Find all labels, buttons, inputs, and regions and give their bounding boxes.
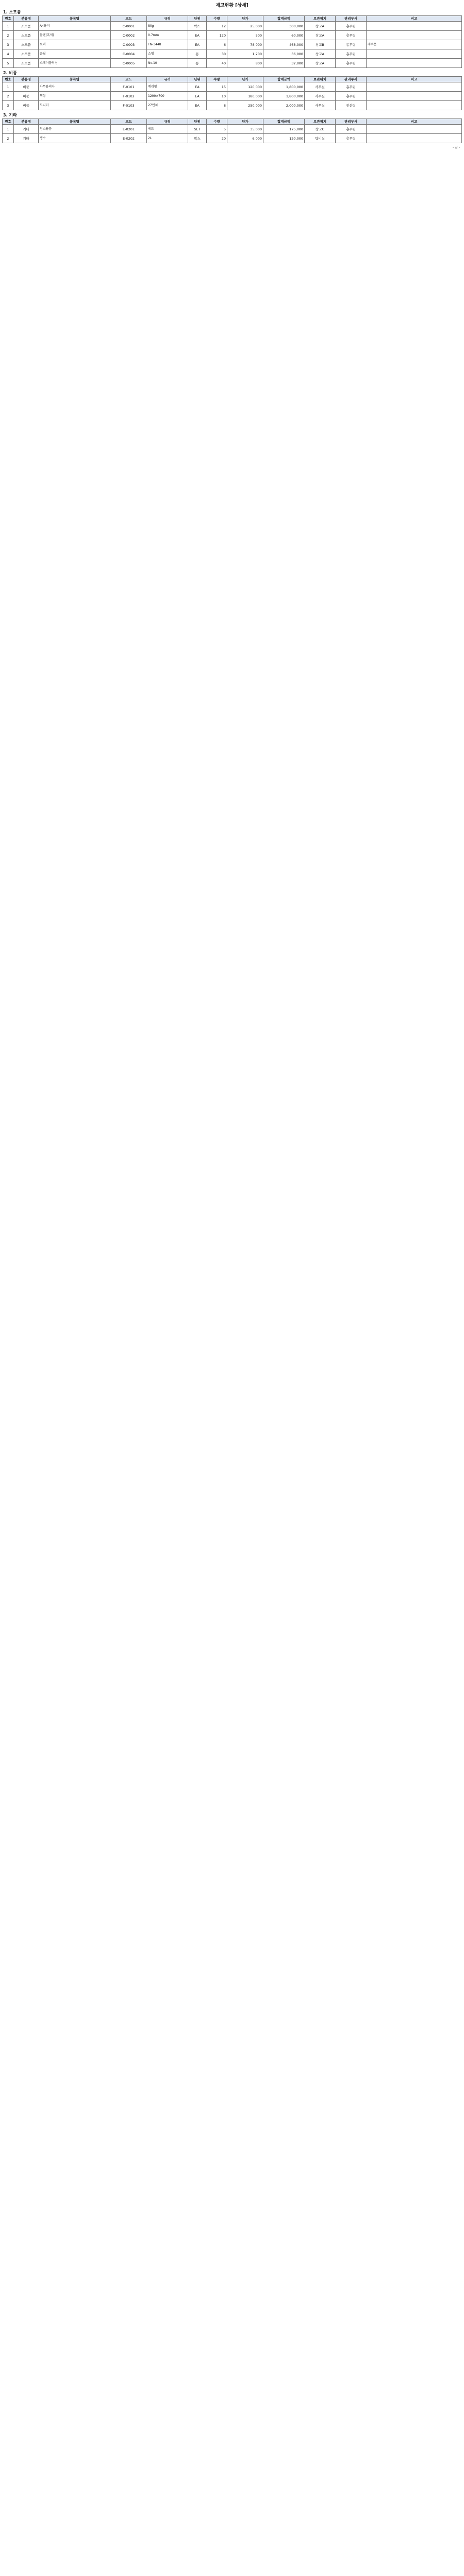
- cell-unit: EA: [188, 82, 207, 92]
- cell-loc: 창고A: [305, 49, 336, 59]
- cell-spec: 0.7mm: [147, 31, 188, 40]
- cell-price: 180,000: [227, 92, 263, 101]
- cell-unit: 통: [188, 59, 207, 68]
- cell-name: 청소용품: [39, 125, 111, 134]
- inventory-table: [2, 76, 462, 110]
- inventory-table: [2, 118, 462, 143]
- cell-qty: 40: [207, 59, 227, 68]
- table-row: [3, 22, 462, 31]
- cell-loc: 창고A: [305, 31, 336, 40]
- column-header-no: 번호: [3, 77, 14, 82]
- table-row: [3, 40, 462, 49]
- cell-price: 800: [227, 59, 263, 68]
- cell-loc: 창고C: [305, 125, 336, 134]
- cell-total: 300,000: [263, 22, 305, 31]
- cell-no: 2: [3, 31, 14, 40]
- cell-remarks: [367, 125, 462, 134]
- column-header-loc: 보관위치: [305, 77, 336, 82]
- cell-code: C-0004: [111, 49, 147, 59]
- cell-no: 3: [3, 40, 14, 49]
- cell-spec: TN-3448: [147, 40, 188, 49]
- column-header-no: 번호: [3, 119, 14, 125]
- column-header-name: 품목명: [39, 119, 111, 125]
- section-title: 1. 소모품: [3, 10, 21, 14]
- cell-category: 비품: [14, 82, 39, 92]
- cell-category: 소모품: [14, 22, 39, 31]
- cell-total: 2,000,000: [263, 101, 305, 110]
- cell-code: C-0005: [111, 59, 147, 68]
- table-row: [3, 82, 462, 92]
- cell-price: 1,200: [227, 49, 263, 59]
- cell-remarks: [367, 22, 462, 31]
- column-header-loc: 보관위치: [305, 119, 336, 125]
- column-header-dept: 관리부서: [336, 77, 367, 82]
- cell-dept: 총무팀: [336, 59, 367, 68]
- column-header-total: 합계금액: [263, 16, 305, 22]
- cell-unit: EA: [188, 92, 207, 101]
- table-header-row: [3, 77, 462, 82]
- column-header-qty: 수량: [207, 77, 227, 82]
- cell-no: 1: [3, 22, 14, 31]
- cell-loc: 사무실: [305, 82, 336, 92]
- cell-unit: SET: [188, 125, 207, 134]
- table-header-row: [3, 119, 462, 125]
- table-row: [3, 92, 462, 101]
- column-header-spec: 규격: [147, 77, 188, 82]
- cell-name: 토너: [39, 40, 111, 49]
- cell-category: 소모품: [14, 49, 39, 59]
- cell-qty: 6: [207, 40, 227, 49]
- cell-qty: 12: [207, 22, 227, 31]
- cell-unit: EA: [188, 101, 207, 110]
- cell-qty: 120: [207, 31, 227, 40]
- column-header-loc: 보관위치: [305, 16, 336, 22]
- cell-dept: 총무팀: [336, 31, 367, 40]
- cell-no: 3: [3, 101, 14, 110]
- column-header-price: 단가: [227, 119, 263, 125]
- cell-dept: 총무팀: [336, 92, 367, 101]
- cell-code: C-0002: [111, 31, 147, 40]
- column-header-unit: 단위: [188, 119, 207, 125]
- cell-name: 생수: [39, 134, 111, 143]
- cell-total: 175,000: [263, 125, 305, 134]
- cell-code: F-0102: [111, 92, 147, 101]
- cell-unit: EA: [188, 40, 207, 49]
- cell-qty: 5: [207, 125, 227, 134]
- cell-name: A4용지: [39, 22, 111, 31]
- cell-spec: 80g: [147, 22, 188, 31]
- column-header-remarks: 비고: [367, 16, 462, 22]
- cell-price: 500: [227, 31, 263, 40]
- column-header-code: 코드: [111, 119, 147, 125]
- cell-remarks: [367, 101, 462, 110]
- column-header-code: 코드: [111, 77, 147, 82]
- cell-loc: 창고B: [305, 40, 336, 49]
- column-header-unit: 단위: [188, 77, 207, 82]
- cell-no: 2: [3, 134, 14, 143]
- cell-total: 32,000: [263, 59, 305, 68]
- cell-unit: 통: [188, 49, 207, 59]
- column-header-remarks: 비고: [367, 77, 462, 82]
- column-header-dept: 관리부서: [336, 16, 367, 22]
- cell-dept: 총무팀: [336, 22, 367, 31]
- column-header-remarks: 비고: [367, 119, 462, 125]
- table-row: [3, 134, 462, 143]
- cell-remarks: [367, 31, 462, 40]
- document-title: 재고현황 [상세]: [216, 3, 248, 8]
- section-title: 3. 기타: [3, 113, 17, 117]
- end-mark: - 끝 -: [453, 146, 460, 149]
- column-header-category: 분류명: [14, 16, 39, 22]
- table-row: [3, 125, 462, 134]
- cell-dept: 전산팀: [336, 101, 367, 110]
- cell-qty: 20: [207, 134, 227, 143]
- cell-remarks: [367, 134, 462, 143]
- column-header-qty: 수량: [207, 119, 227, 125]
- cell-no: 1: [3, 125, 14, 134]
- cell-total: 120,000: [263, 134, 305, 143]
- cell-remarks: [367, 82, 462, 92]
- cell-price: 250,000: [227, 101, 263, 110]
- cell-name: 볼펜(흑색): [39, 31, 111, 40]
- cell-unit: 박스: [188, 22, 207, 31]
- column-header-price: 단가: [227, 77, 263, 82]
- cell-dept: 총무팀: [336, 40, 367, 49]
- cell-price: 120,000: [227, 82, 263, 92]
- cell-loc: 창고A: [305, 22, 336, 31]
- cell-loc: 사무실: [305, 92, 336, 101]
- cell-spec: 메쉬형: [147, 82, 188, 92]
- cell-remarks: [367, 49, 462, 59]
- cell-price: 78,000: [227, 40, 263, 49]
- cell-no: 2: [3, 92, 14, 101]
- column-header-dept: 관리부서: [336, 119, 367, 125]
- cell-total: 1,800,000: [263, 82, 305, 92]
- column-header-unit: 단위: [188, 16, 207, 22]
- column-header-category: 분류명: [14, 119, 39, 125]
- column-header-code: 코드: [111, 16, 147, 22]
- cell-spec: 27인치: [147, 101, 188, 110]
- cell-category: 소모품: [14, 59, 39, 68]
- cell-unit: EA: [188, 31, 207, 40]
- cell-total: 1,800,000: [263, 92, 305, 101]
- cell-no: 5: [3, 59, 14, 68]
- table-header-row: [3, 16, 462, 22]
- cell-no: 4: [3, 49, 14, 59]
- cell-unit: 박스: [188, 134, 207, 143]
- cell-dept: 총무팀: [336, 82, 367, 92]
- cell-spec: 세트: [147, 125, 188, 134]
- column-header-category: 분류명: [14, 77, 39, 82]
- column-header-total: 합계금액: [263, 77, 305, 82]
- cell-spec: 1200×700: [147, 92, 188, 101]
- cell-price: 25,000: [227, 22, 263, 31]
- cell-category: 기타: [14, 125, 39, 134]
- column-header-spec: 규격: [147, 119, 188, 125]
- cell-dept: 총무팀: [336, 125, 367, 134]
- cell-code: E-0202: [111, 134, 147, 143]
- table-row: [3, 31, 462, 40]
- cell-category: 비품: [14, 101, 39, 110]
- cell-category: 기타: [14, 134, 39, 143]
- cell-name: 스테이플러심: [39, 59, 111, 68]
- cell-code: F-0101: [111, 82, 147, 92]
- cell-spec: 2L: [147, 134, 188, 143]
- cell-price: 6,000: [227, 134, 263, 143]
- cell-price: 35,000: [227, 125, 263, 134]
- inventory-table: [2, 15, 462, 68]
- cell-remarks: 재주문: [367, 40, 462, 49]
- table-row: [3, 101, 462, 110]
- cell-total: 60,000: [263, 31, 305, 40]
- column-header-name: 품목명: [39, 16, 111, 22]
- cell-code: E-0201: [111, 125, 147, 134]
- cell-spec: No.10: [147, 59, 188, 68]
- cell-remarks: [367, 92, 462, 101]
- column-header-qty: 수량: [207, 16, 227, 22]
- cell-name: 사무용의자: [39, 82, 111, 92]
- cell-spec: 소형: [147, 49, 188, 59]
- cell-qty: 15: [207, 82, 227, 92]
- cell-name: 책상: [39, 92, 111, 101]
- cell-name: 모니터: [39, 101, 111, 110]
- cell-name: 클립: [39, 49, 111, 59]
- cell-loc: 사무실: [305, 101, 336, 110]
- column-header-spec: 규격: [147, 16, 188, 22]
- cell-qty: 10: [207, 92, 227, 101]
- cell-qty: 30: [207, 49, 227, 59]
- table-row: [3, 59, 462, 68]
- cell-category: 비품: [14, 92, 39, 101]
- cell-dept: 총무팀: [336, 49, 367, 59]
- column-header-no: 번호: [3, 16, 14, 22]
- cell-no: 1: [3, 82, 14, 92]
- cell-qty: 8: [207, 101, 227, 110]
- cell-total: 468,000: [263, 40, 305, 49]
- sections-container: [2, 9, 462, 150]
- table-row: [3, 49, 462, 59]
- cell-code: C-0003: [111, 40, 147, 49]
- column-header-price: 단가: [227, 16, 263, 22]
- cell-category: 소모품: [14, 31, 39, 40]
- cell-loc: 창고A: [305, 59, 336, 68]
- cell-dept: 총무팀: [336, 134, 367, 143]
- cell-code: C-0001: [111, 22, 147, 31]
- cell-remarks: [367, 59, 462, 68]
- cell-loc: 탕비실: [305, 134, 336, 143]
- section-title: 2. 비품: [3, 71, 17, 75]
- cell-code: F-0103: [111, 101, 147, 110]
- column-header-name: 품목명: [39, 77, 111, 82]
- cell-total: 36,000: [263, 49, 305, 59]
- column-header-total: 합계금액: [263, 119, 305, 125]
- cell-category: 소모품: [14, 40, 39, 49]
